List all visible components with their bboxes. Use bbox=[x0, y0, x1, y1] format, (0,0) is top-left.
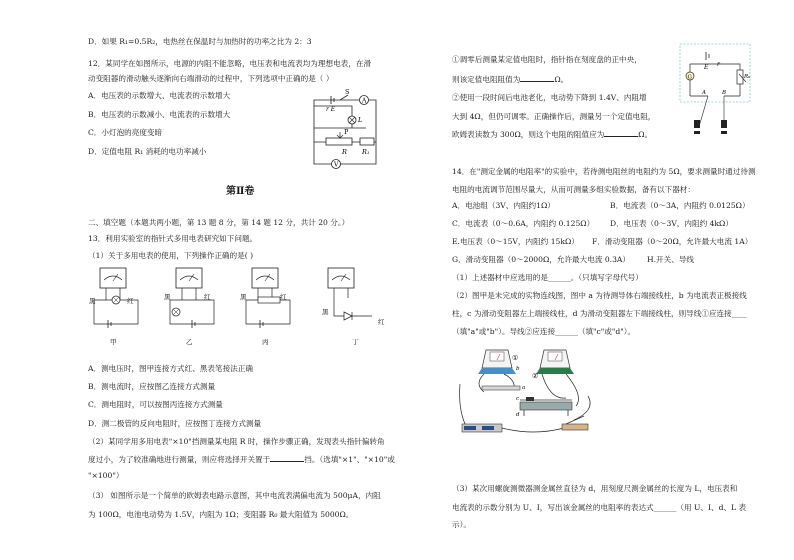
apparatus-figure bbox=[454, 340, 604, 446]
q12-stem-line1: 12．某同学在如图所示，电源的内阻不能忽略，电压表和电流表均为理想电表，在滑 bbox=[88, 59, 372, 68]
q12-option-c: C．小灯泡的亮度变暗 bbox=[88, 128, 163, 137]
section-title: 第Ⅱ卷 bbox=[226, 186, 255, 197]
svg-text:黑: 黑 bbox=[89, 297, 96, 305]
svg-text:R₀: R₀ bbox=[744, 74, 751, 80]
q13-option-a: A．测电压时，图甲连接方式红、黑表笔接法正确 bbox=[88, 364, 253, 373]
q13-option-b: B．测电流时，应按图乙连接方式测量 bbox=[88, 382, 216, 391]
q13-sub1: （1）关于多用电表的使用，下列操作正确的是( ) bbox=[88, 251, 254, 260]
svg-text:红: 红 bbox=[280, 293, 287, 301]
svg-text:R₁: R₁ bbox=[362, 148, 370, 156]
multimeter-figure-bing bbox=[240, 268, 290, 346]
svg-text:B: B bbox=[722, 90, 727, 96]
equip-b: B．电流表（0～3A，内阻约 0.0125Ω） bbox=[610, 201, 750, 210]
answer-blank[interactable] bbox=[604, 128, 638, 137]
q12-option-a: A．电压表的示数增大、电流表的示数增大 bbox=[88, 91, 231, 100]
switch-device-icon bbox=[562, 416, 588, 430]
svg-text:丙: 丙 bbox=[262, 338, 269, 346]
q14-stem-line1: 14．在"测定金属的电阻率"的实验中，若待测电阻丝的电阻约为 5Ω，要求测量时通过待测 bbox=[452, 167, 756, 176]
probe-black-icon bbox=[694, 120, 700, 134]
svg-text:②: ② bbox=[532, 372, 539, 380]
resistor-r1-icon bbox=[360, 138, 374, 145]
q12-option-b: B．电压表的示数减小、电流表的示数增大 bbox=[88, 110, 231, 119]
svg-text:L: L bbox=[358, 116, 363, 124]
multimeter-figure-yi bbox=[164, 268, 214, 346]
svg-text:甲: 甲 bbox=[110, 338, 117, 346]
q13-3-part2-line3: 欧姆表读数为 300Ω，则这个电阻的阻值应为 Ω。 bbox=[452, 130, 653, 139]
svg-text:E: E bbox=[704, 64, 709, 71]
q14-sub3-line3: 示）。 bbox=[452, 520, 471, 529]
q13-sub3-line1: （3） 如图所示是一个简单的欧姆表电路示意图，其中电流表满偏电流为 500μA，内阻 bbox=[88, 491, 381, 500]
q13-option-c: C．测电阻时，可以按图丙连接方式测量 bbox=[88, 400, 223, 409]
svg-text:乙: 乙 bbox=[186, 338, 193, 346]
svg-text:红: 红 bbox=[378, 318, 385, 326]
ohmmeter-figure bbox=[680, 44, 752, 140]
equip-a: A．电池组（3V、内阻约1Ω） bbox=[452, 201, 555, 210]
q13-3-part1-line1: ①调零后测量某定值电阻时，指针指在刻度盘的正中央， bbox=[452, 55, 642, 64]
ammeter-device-icon bbox=[478, 350, 519, 374]
q13-3-part2-line2: 大到 4Ω，但仍可调零。正确操作后，测量另一个定值电阻， bbox=[452, 112, 656, 121]
q12-stem-line2: 动变阻器的滑动触头逐渐向右端滑动的过程中，下列选项中正确的是（ ） bbox=[88, 74, 334, 83]
svg-text:V: V bbox=[334, 161, 339, 169]
multimeter-figure-ding bbox=[322, 268, 385, 346]
svg-text:黑: 黑 bbox=[240, 293, 247, 301]
svg-text:①: ① bbox=[512, 354, 519, 362]
equip-f: F．滑动变阻器（0～20Ω，允许最大电流 1A） bbox=[592, 237, 753, 246]
svg-text:G: G bbox=[687, 74, 692, 81]
svg-text:d: d bbox=[516, 412, 520, 418]
q14-sub2-line2: 柱，c 为滑动变阻器左上端接线柱，d 为滑动变阻器左下端接线柱，则导线①应连接____ bbox=[452, 309, 747, 318]
multimeter-figures bbox=[88, 268, 388, 348]
svg-text:红: 红 bbox=[204, 293, 211, 301]
q13-3-part1-line2: 则该定值电阻阻值为 Ω。 bbox=[452, 75, 569, 84]
svg-text:P: P bbox=[344, 128, 349, 136]
q13-sub2-line2: 度过小，为了较准确地进行测量，则应将选择开关置于 挡。（选填"×1"、"×10"或 bbox=[88, 455, 395, 464]
rheostat-device-icon bbox=[520, 397, 572, 416]
q11-option-d: D．如果 R₁=0.5R₂，电热丝在保温时与加热时的功率之比为 2：3 bbox=[88, 37, 312, 46]
q12-option-d: D．定值电阻 R₁ 消耗的电功率减小 bbox=[88, 147, 207, 156]
q14-sub2-line1: （2）图甲是未完成的实物连线图，图中 a 为待测导体右端接线柱，b 为电流表正极接线 bbox=[452, 291, 747, 300]
q12-circuit-figure bbox=[306, 88, 386, 172]
svg-text:R: R bbox=[342, 148, 347, 156]
q14-sub3-line2: 电流表的示数分别为 U、I，写出该金属丝的电阻率的表达式______（用 U、I、d、L 表 bbox=[452, 503, 747, 512]
svg-text:r: r bbox=[717, 61, 720, 68]
multimeter-figure-jia bbox=[89, 268, 138, 346]
equip-c: C．电流表（0～0.6A，内阻约 0.125Ω） bbox=[452, 219, 595, 228]
rheostat-r0-icon bbox=[737, 70, 743, 84]
equip-d: D．电压表（0～3V，内阻约 4kΩ） bbox=[610, 219, 733, 228]
svg-text:c: c bbox=[516, 396, 520, 402]
q13-sub2-line1: （2）某同学用多用电表"×10"挡测量某电阻 R 时，操作步骤正确，发现表头指针偏转角 bbox=[88, 437, 385, 446]
diode-icon bbox=[344, 312, 352, 320]
equip-h: H.开关、导线 bbox=[647, 255, 695, 264]
equip-e: E.电压表（0～15V，内阻约 15kΩ） bbox=[452, 237, 579, 246]
svg-text:黑: 黑 bbox=[164, 293, 171, 301]
rheostat-icon bbox=[326, 138, 352, 145]
svg-text:黑: 黑 bbox=[322, 308, 329, 316]
q13-sub2-line3: "×100"） bbox=[88, 471, 124, 480]
q14-sub2-line3: （填"a"或"b"）。导线②应连接______（填"c"或"d"）。 bbox=[452, 327, 636, 336]
test-wire-icon bbox=[482, 385, 525, 391]
answer-blank[interactable] bbox=[520, 73, 554, 82]
emf-label: r E bbox=[326, 106, 336, 113]
q14-stem-line2: 电阻的电流调节范围尽量大，从而可测量多组实验数据，备有以下器材： bbox=[452, 185, 695, 194]
svg-text:A: A bbox=[362, 97, 367, 105]
answer-blank[interactable] bbox=[270, 453, 304, 462]
switch-label: S bbox=[345, 88, 350, 96]
q13-3-part2-line1: ②使用一段时间后电池老化，电动势下降到 1.4V、内阻增 bbox=[452, 93, 647, 102]
svg-text:b: b bbox=[516, 366, 520, 372]
voltmeter-device-icon bbox=[536, 350, 574, 374]
svg-text:丁: 丁 bbox=[352, 338, 359, 346]
part2-intro: 二、填空题（本题共两小题，第 13 题 8 分，第 14 题 12 分，共计 20 分。） bbox=[88, 218, 350, 227]
svg-text:红: 红 bbox=[127, 297, 134, 305]
equip-g: G．滑动变阻器（0～2000Ω，允许最大电流 0.3A） bbox=[452, 255, 630, 264]
q13-stem: 13．利用实验室的指针式多用电表研究如下问题。 bbox=[88, 234, 258, 243]
q13-sub3-line2: 为 100Ω，电池电动势为 1.5V，内阻为 1Ω；变阻器 R₀ 最大阻值为 5000Ω。 bbox=[88, 510, 354, 519]
q14-sub3-line1: （3）某次用螺旋测微器测金属丝直径为 d，用刻度尺测金属丝的长度为 L，电压表和 bbox=[452, 484, 738, 493]
q13-option-d: D．测二极管的反向电阻时，应按图丁连接方式测量 bbox=[88, 419, 262, 428]
svg-text:A: A bbox=[702, 90, 706, 96]
q14-sub1: （1）上述器材中应选用的是______。（只填写字母代号） bbox=[452, 273, 643, 282]
battery-pack-icon bbox=[462, 424, 502, 432]
svg-text:a: a bbox=[522, 385, 526, 391]
